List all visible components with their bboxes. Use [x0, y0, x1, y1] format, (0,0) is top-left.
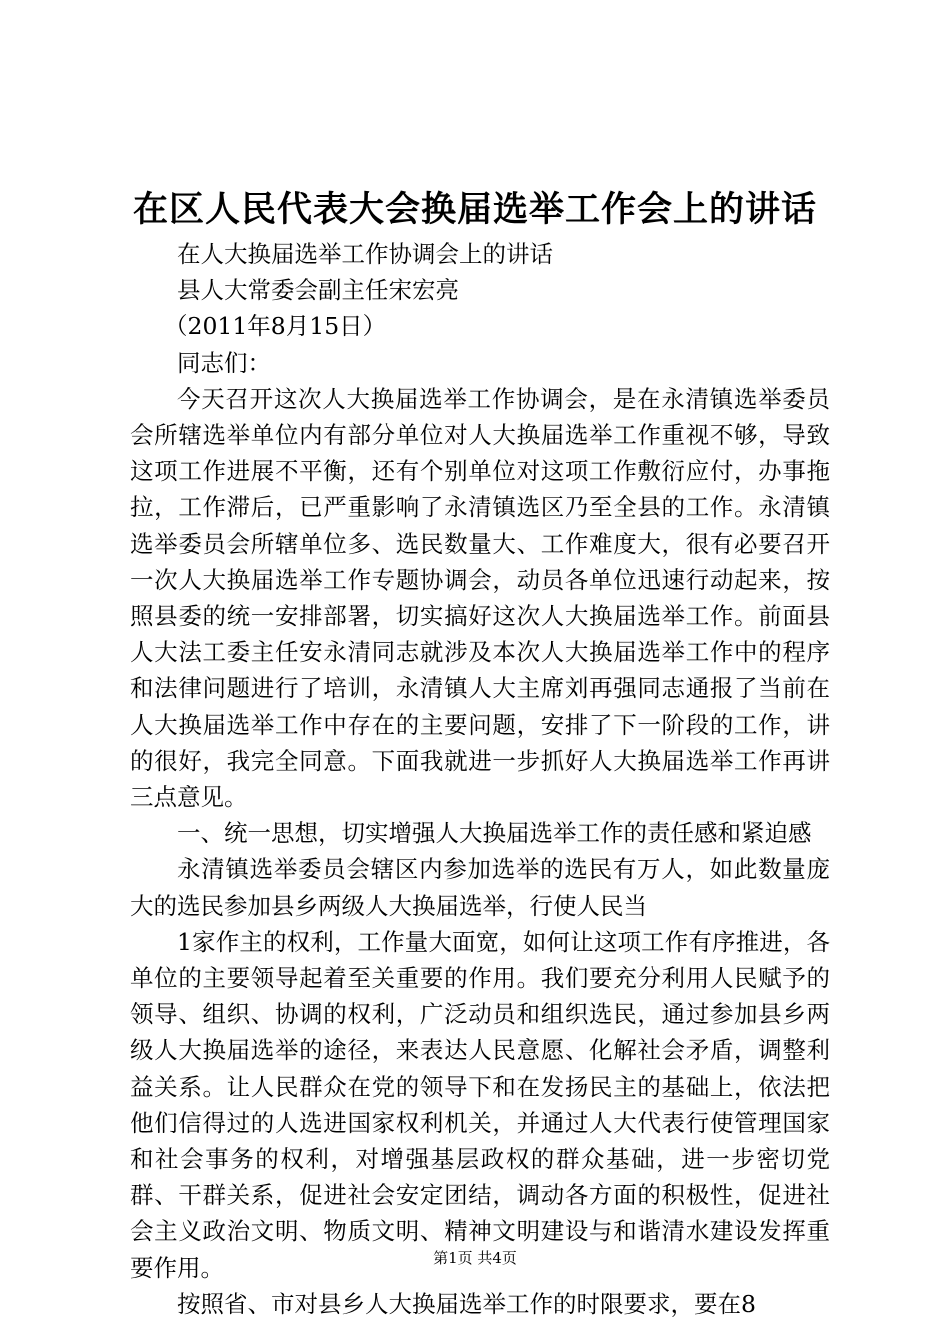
- paragraph-date: （2011年8月15日）: [164, 312, 387, 341]
- section-heading: 一、统一思想，切实增强人大换届选举工作的责任感和紧迫感: [177, 819, 812, 848]
- paragraph-body: 今天召开这次人大换届选举工作协调会，是在永清镇选举委员会所辖选举单位内有部分单位对人大换届选举工作重视不够，导致这项工作进展不平衡，还有个别单位对这项工作敷衍应付，办事拖拉，工作滞后，已严重影响了永清镇选区乃至全县的工作。永清镇选举委员会所辖单位多、选民数量大、工作难度大，很有必要召开一次人大换届选举工作专题协调会，动员各单位迅速行动起来，按照县委的统一安排部署，切实搞好这次人大换届选举工作。前面县人大法工委主任安永清同志就涉及本次人大换届选举工作中的程序和法律问题进行了培训，永清镇人大主席刘再强同志通报了当前在人大换届选举工作中存在的主要问题，安排了下一阶段的工作，讲的很好，我完全同意。下面我就进一步抓好人大换届选举工作再讲三点意见。: [130, 384, 830, 812]
- paragraph-body: 永清镇选举委员会辖区内参加选举的选民有万人，如此数量庞大的选民参加县乡两级人大换届选举，行使人民当: [130, 855, 830, 920]
- paragraph-body: 按照省、市对县乡人大换届选举工作的时限要求，要在8: [177, 1289, 756, 1318]
- paragraph-body: 1家作主的权利，工作量大面宽，如何让这项工作有序推进，各单位的主要领导起着至关重要的作用。我们要充分利用人民赋予的领导、组织、协调的权利，广泛动员和组织选民，通过参加县乡两级人大换届选举的途径，来表达人民意愿、化解社会矛盾，调整利益关系。让人民群众在党的领导下和在发扬民主的基础上，依法把他们信得过的人选进国家权利机关，并通过人大代表行使管理国家和社会事务的权利，对增强基层政权的群众基础，进一步密切党群、干群关系，促进社会安定团结，调动各方面的积极性，促进社会主义政治文明、物质文明、精神文明建设与和谐清水建设发挥重要作用。: [130, 927, 830, 1282]
- paragraph-speaker: 县人大常委会副主任宋宏亮: [177, 276, 459, 305]
- page-footer: 第1页 共4页: [433, 1249, 517, 1267]
- document-body: [130, 236, 830, 1322]
- paragraph-subtitle: 在人大换届选举工作协调会上的讲话: [177, 240, 553, 268]
- document-title: 在区人民代表大会换届选举工作会上的讲话: [132, 189, 817, 230]
- paragraph-salutation: 同志们：: [177, 348, 271, 377]
